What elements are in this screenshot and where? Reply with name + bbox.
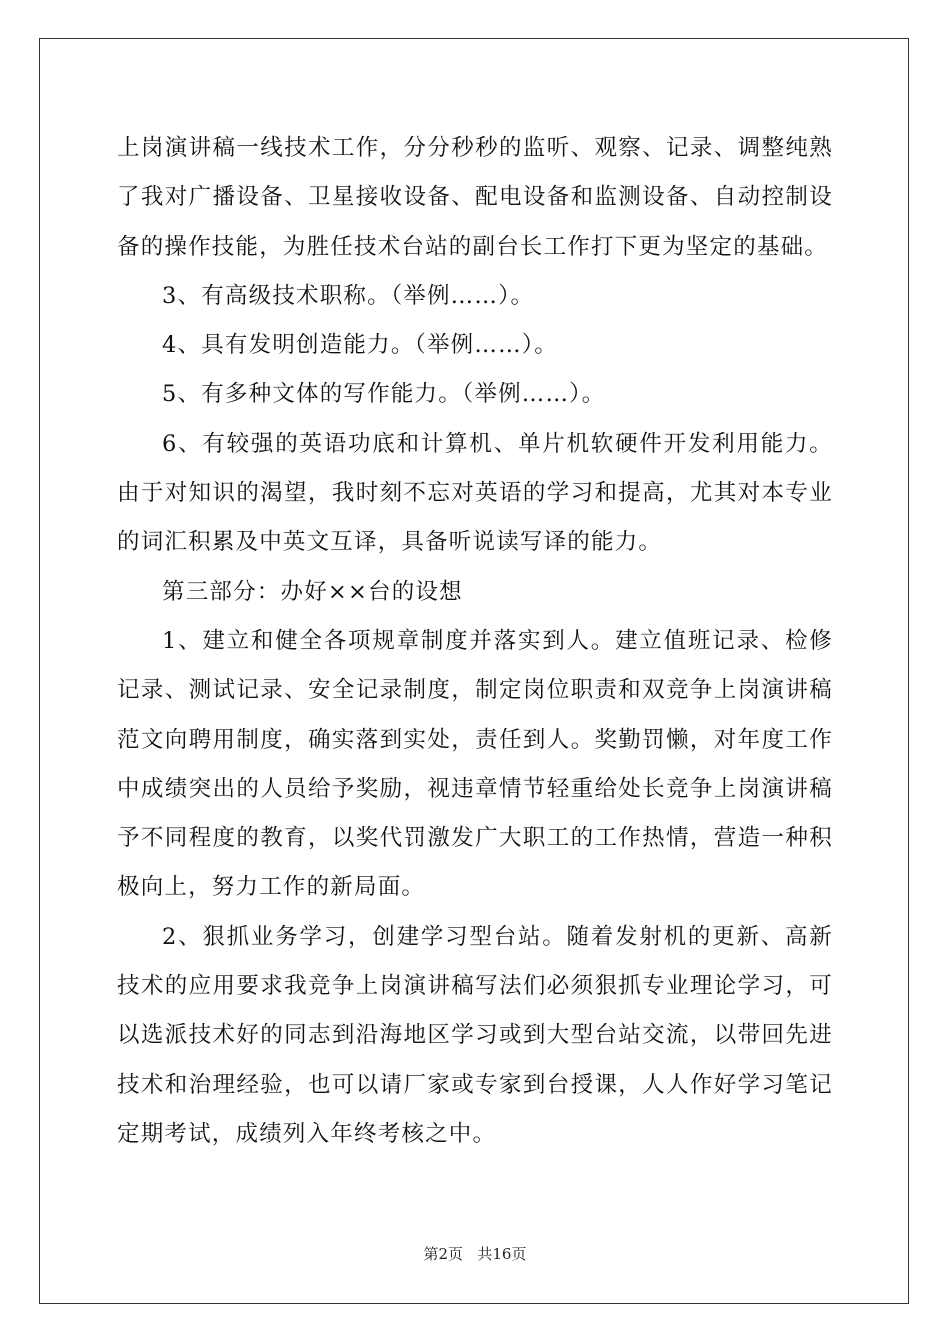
paragraph-7: 1、建立和健全各项规章制度并落实到人。建立值班记录、检修记录、测试记录、安全记录制度，制定岗位职责和双竞争上岗演讲稿范文向聘用制度，确实落到实处，责任到人。奖勤罚懒，对年度工作中成绩突出的人员给予奖励，视违章情节轻重给处长竞争上岗演讲稿予不同程度的教育，以奖代罚激发广大职工的工作热情，营造一种积极向上，努力工作的新局面。 (117, 627, 833, 901)
section-heading: 第三部分：办好××台的设想 (162, 578, 463, 605)
paragraph-8: 2、狠抓业务学习，创建学习型台站。随着发射机的更新、高新技术的应用要求我竞争上岗演讲稿写法们必须狠抓专业理论学习，可以选派技术好的同志到沿海地区学习或到大型台站交流，以带回先进技术和治理经验，也可以请厂家或专家到台授课，人人作好学习笔记定期考试，成绩列入年终考核之中。 (117, 923, 833, 1147)
page-number: 第2页 (423, 1245, 464, 1263)
document-body (117, 124, 833, 1159)
page-footer (0, 1244, 950, 1264)
page-total: 共16页 (477, 1245, 527, 1263)
paragraph-1: 上岗演讲稿一线技术工作，分分秒秒的监听、观察、记录、调整纯熟了我对广播设备、卫星接收设备、配电设备和监测设备、自动控制设备的操作技能，为胜任技术台站的副台长工作打下更为坚定的基础。 (117, 135, 833, 260)
paragraph-3: 4、具有发明创造能力。（举例……）。 (162, 332, 558, 359)
paragraph-5: 6、有较强的英语功底和计算机、单片机软硬件开发利用能力。由于对知识的渴望，我时刻不忘对英语的学习和提高，尤其对本专业的词汇积累及中英文互译，具备听说读写译的能力。 (117, 430, 833, 556)
paragraph-4: 5、有多种文体的写作能力。（举例……）。 (162, 381, 606, 408)
paragraph-2: 3、有高级技术职称。（举例……）。 (162, 282, 535, 309)
